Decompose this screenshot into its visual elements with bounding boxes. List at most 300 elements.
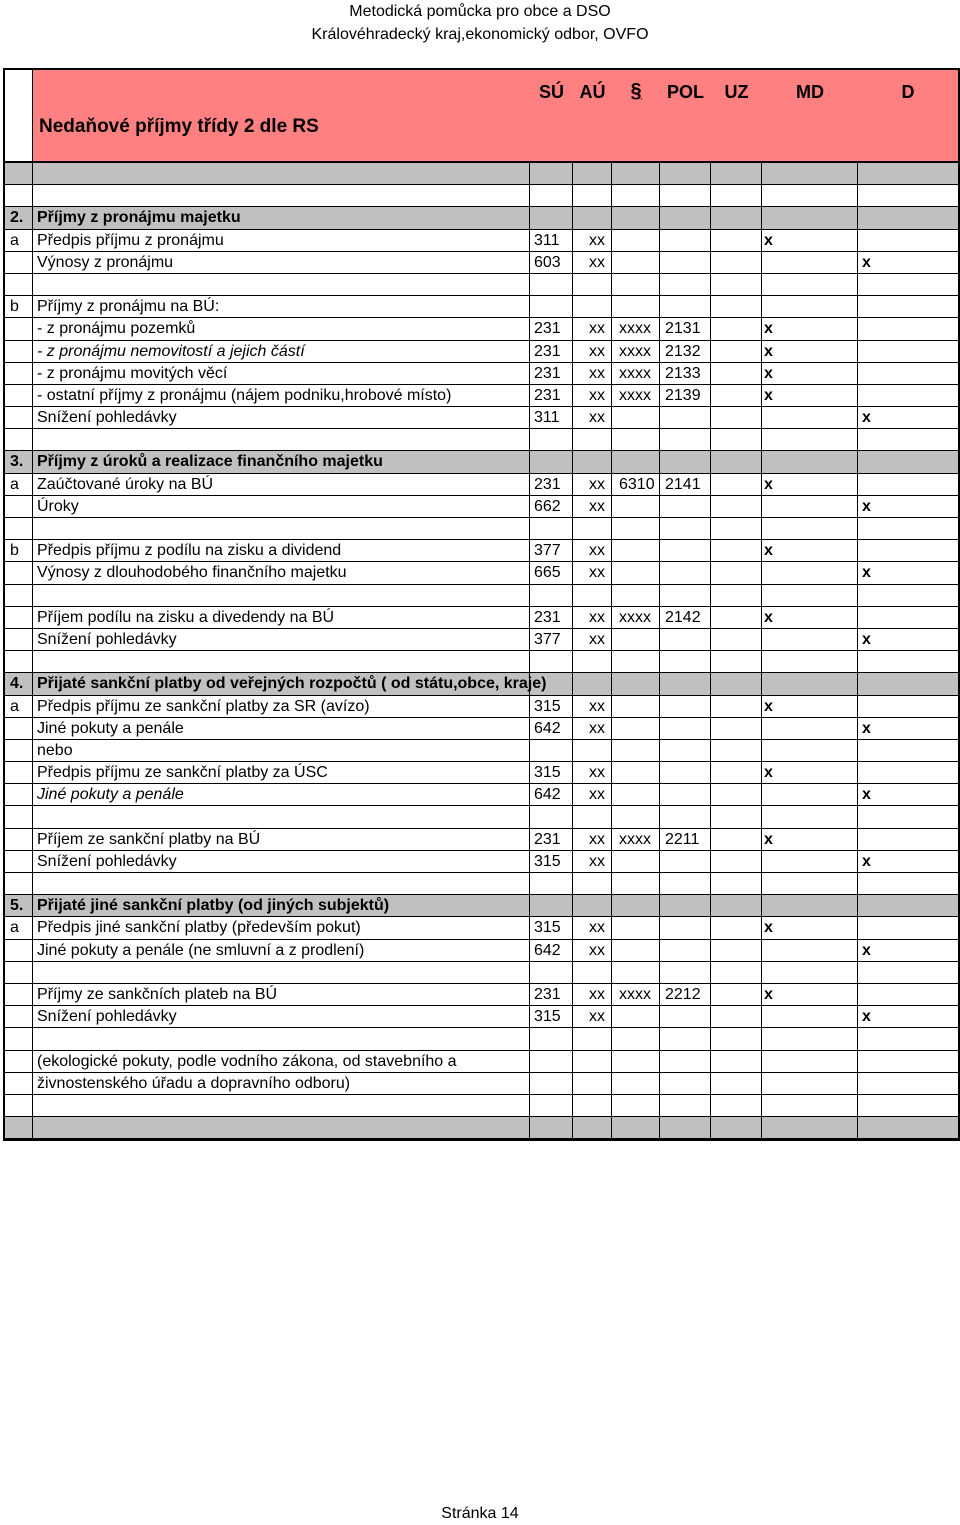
cell-uz (711, 917, 762, 938)
cell-su (530, 1073, 573, 1094)
column-header-au: AÚ (579, 82, 606, 102)
cell-md: x (762, 341, 858, 362)
cell-pol (660, 496, 711, 517)
cell-paragraph (612, 429, 660, 450)
row-number: a (5, 696, 33, 717)
cell-pol (660, 1051, 711, 1072)
row-text: Příjmy z úroků a realizace finančního majetku (33, 451, 530, 472)
row-text (33, 962, 530, 983)
cell-md (762, 784, 858, 805)
cell-d: x (862, 564, 871, 582)
table-row (5, 363, 958, 385)
cell-su: 231 (530, 363, 573, 384)
row-number (5, 252, 33, 273)
table-row (5, 318, 958, 340)
cell-d (858, 1095, 958, 1116)
cell-md (762, 274, 858, 295)
row-number (5, 1051, 33, 1072)
cell-md (762, 1051, 858, 1072)
cell-au (573, 429, 612, 450)
cell-su (530, 1028, 573, 1049)
table-row (5, 984, 958, 1006)
cell-md (762, 940, 858, 961)
cell-su: 231 (530, 829, 573, 850)
cell-au (573, 806, 612, 827)
cell-d (858, 829, 958, 850)
cell-pol: 2132 (660, 341, 711, 362)
cell-md: x (762, 607, 858, 628)
cell-pol (660, 230, 711, 251)
row-number (5, 718, 33, 739)
table-row (5, 474, 958, 496)
cell-paragraph (612, 562, 660, 583)
cell-su (530, 296, 573, 317)
cell-md (762, 673, 858, 694)
cell-au (573, 673, 612, 694)
cell-uz (711, 585, 762, 606)
row-text: Předpis příjmu z pronájmu (33, 230, 530, 251)
cell-pol: 2212 (660, 984, 711, 1005)
cell-su (530, 651, 573, 672)
cell-pol (660, 451, 711, 472)
cell-d (858, 318, 958, 339)
table-row (5, 696, 958, 718)
cell-d (858, 296, 958, 317)
cell-uz (711, 895, 762, 916)
cell-uz (711, 829, 762, 850)
cell-d (858, 1073, 958, 1094)
table-row (5, 230, 958, 252)
cell-su (530, 895, 573, 916)
cell-md (762, 585, 858, 606)
cell-paragraph (612, 629, 660, 650)
cell-su: 311 (530, 230, 573, 251)
cell-md (762, 185, 858, 206)
row-text: Snížení pohledávky (33, 1006, 530, 1027)
cell-su (530, 962, 573, 983)
cell-au: xx (573, 474, 612, 495)
cell-au: xx (573, 252, 612, 273)
cell-su (530, 873, 573, 894)
table-row (5, 629, 958, 651)
cell-d (858, 1028, 958, 1049)
row-text: Příjem ze sankční platby na BÚ (33, 829, 530, 850)
table-row (5, 607, 958, 629)
cell-au (573, 163, 612, 184)
cell-uz (711, 163, 762, 184)
cell-uz (711, 806, 762, 827)
cell-d (858, 873, 958, 894)
cell-d (858, 429, 958, 450)
row-number (5, 363, 33, 384)
cell-md: x (762, 984, 858, 1005)
row-text: - z pronájmu nemovitostí a jejich částí (33, 341, 530, 362)
row-text: Přijaté jiné sankční platby (od jiných subjektů) (33, 895, 530, 916)
section-header-row (5, 895, 958, 917)
row-number (5, 651, 33, 672)
cell-su: 231 (530, 318, 573, 339)
cell-pol (660, 962, 711, 983)
row-number: 3. (5, 451, 33, 472)
cell-paragraph: xxxx (612, 363, 660, 384)
cell-au: xx (573, 496, 612, 517)
row-number (5, 1073, 33, 1094)
cell-md (762, 806, 858, 827)
cell-paragraph (612, 851, 660, 872)
cell-su: 231 (530, 341, 573, 362)
row-number (5, 740, 33, 761)
row-number (5, 318, 33, 339)
cell-pol: 2142 (660, 607, 711, 628)
row-text: - z pronájmu movitých věcí (33, 363, 530, 384)
cell-md: x (762, 385, 858, 406)
cell-paragraph (612, 917, 660, 938)
cell-paragraph (612, 1073, 660, 1094)
cell-md (762, 1073, 858, 1094)
cell-paragraph (612, 585, 660, 606)
cell-paragraph (612, 895, 660, 916)
cell-paragraph (612, 651, 660, 672)
cell-md (762, 296, 858, 317)
table-row (5, 829, 958, 851)
cell-pol (660, 718, 711, 739)
cell-uz (711, 651, 762, 672)
cell-au: xx (573, 1006, 612, 1027)
cell-su: 231 (530, 385, 573, 406)
cell-au (573, 1073, 612, 1094)
cell-pol (660, 851, 711, 872)
cell-su (530, 207, 573, 228)
cell-su (530, 185, 573, 206)
cell-pol (660, 651, 711, 672)
row-text (33, 274, 530, 295)
page-number: Stránka 14 (441, 1505, 519, 1522)
table-row (5, 274, 958, 296)
cell-d (858, 917, 958, 938)
cell-au: xx (573, 851, 612, 872)
cell-uz (711, 718, 762, 739)
cell-au: xx (573, 230, 612, 251)
cell-md (762, 1028, 858, 1049)
row-text (33, 1028, 530, 1049)
cell-au (573, 1117, 612, 1138)
cell-d (858, 962, 958, 983)
cell-pol (660, 585, 711, 606)
cell-uz (711, 762, 762, 783)
cell-paragraph (612, 718, 660, 739)
table-row (5, 1117, 958, 1139)
cell-pol (660, 673, 711, 694)
row-number (5, 496, 33, 517)
row-number (5, 385, 33, 406)
entries-table (3, 163, 960, 1141)
cell-d (858, 341, 958, 362)
cell-au (573, 274, 612, 295)
row-number: b (5, 296, 33, 317)
cell-d (858, 585, 958, 606)
cell-d: x (862, 941, 871, 959)
row-text: Příjmy z pronájmu majetku (33, 207, 530, 228)
cell-md: x (762, 696, 858, 717)
cell-d (858, 1051, 958, 1072)
row-number (5, 762, 33, 783)
cell-su: 642 (530, 718, 573, 739)
cell-uz (711, 673, 762, 694)
header-line-2: Královéhradecký kraj,ekonomický odbor, OVFO (311, 26, 649, 43)
cell-pol (660, 1006, 711, 1027)
cell-d (858, 540, 958, 561)
cell-d (858, 385, 958, 406)
cell-uz (711, 1051, 762, 1072)
table-row (5, 718, 958, 740)
cell-au (573, 451, 612, 472)
cell-pol (660, 762, 711, 783)
cell-paragraph (612, 1117, 660, 1138)
cell-md (762, 252, 858, 273)
cell-md (762, 518, 858, 539)
row-text (33, 585, 530, 606)
cell-au: xx (573, 318, 612, 339)
row-number (5, 1006, 33, 1027)
cell-md: x (762, 230, 858, 251)
cell-su: 315 (530, 917, 573, 938)
table-row (5, 1073, 958, 1095)
cell-paragraph (612, 163, 660, 184)
cell-pol (660, 1028, 711, 1049)
cell-au: xx (573, 540, 612, 561)
cell-md (762, 895, 858, 916)
cell-d: x (862, 409, 871, 427)
cell-pol (660, 518, 711, 539)
cell-uz (711, 1117, 762, 1138)
cell-md (762, 873, 858, 894)
cell-au: xx (573, 629, 612, 650)
cell-au (573, 185, 612, 206)
cell-md: x (762, 762, 858, 783)
cell-uz (711, 407, 762, 428)
row-number (5, 940, 33, 961)
cell-md (762, 740, 858, 761)
cell-d (858, 230, 958, 251)
cell-su (530, 518, 573, 539)
row-text: Příjmy ze sankčních plateb na BÚ (33, 984, 530, 1005)
row-text: Předpis příjmu ze sankční platby za SR (avízo) (33, 696, 530, 717)
cell-paragraph (612, 296, 660, 317)
row-number (5, 585, 33, 606)
cell-paragraph: xxxx (612, 318, 660, 339)
cell-su: 603 (530, 252, 573, 273)
cell-pol: 2139 (660, 385, 711, 406)
cell-d (858, 518, 958, 539)
cell-su (530, 673, 573, 694)
cell-paragraph: xxxx (612, 829, 660, 850)
cell-d (858, 740, 958, 761)
cell-d (858, 185, 958, 206)
column-header-uz: UZ (724, 82, 749, 102)
cell-pol: 2131 (660, 318, 711, 339)
cell-uz (711, 274, 762, 295)
cell-md (762, 962, 858, 983)
cell-d (858, 762, 958, 783)
row-number (5, 873, 33, 894)
row-number (5, 163, 33, 184)
cell-pol (660, 1095, 711, 1116)
cell-pol (660, 806, 711, 827)
cell-pol (660, 873, 711, 894)
cell-d (858, 163, 958, 184)
cell-uz (711, 341, 762, 362)
cell-pol (660, 895, 711, 916)
table-row (5, 540, 958, 562)
cell-au (573, 1095, 612, 1116)
cell-uz (711, 496, 762, 517)
column-header-pol: POL (666, 82, 704, 102)
table-row (5, 873, 958, 895)
cell-su: 642 (530, 784, 573, 805)
cell-pol (660, 629, 711, 650)
row-text: Úroky (33, 496, 530, 517)
cell-d: x (862, 786, 871, 804)
cell-md: x (762, 540, 858, 561)
row-number (5, 962, 33, 983)
cell-pol (660, 562, 711, 583)
table-row (5, 341, 958, 363)
row-text: Snížení pohledávky (33, 851, 530, 872)
cell-su: 231 (530, 474, 573, 495)
table-row (5, 163, 958, 185)
header-line-1: Metodická pomůcka pro obce a DSO (349, 3, 611, 20)
row-text: Výnosy z pronájmu (33, 252, 530, 273)
cell-d (858, 451, 958, 472)
cell-d (858, 696, 958, 717)
cell-d: x (862, 630, 871, 648)
cell-au (573, 895, 612, 916)
cell-su: 311 (530, 407, 573, 428)
row-text: Jiné pokuty a penále (33, 718, 530, 739)
table-row (5, 496, 958, 518)
row-number (5, 984, 33, 1005)
cell-au: xx (573, 407, 612, 428)
row-number (5, 274, 33, 295)
cell-au (573, 518, 612, 539)
cell-uz (711, 363, 762, 384)
cell-pol: 2141 (660, 474, 711, 495)
cell-su (530, 806, 573, 827)
section-header-row (5, 207, 958, 229)
cell-uz (711, 851, 762, 872)
row-number (5, 185, 33, 206)
row-number (5, 562, 33, 583)
row-text: Příjmy z pronájmu na BÚ: (33, 296, 530, 317)
cell-md (762, 851, 858, 872)
column-header-md: MD (796, 82, 824, 102)
cell-uz (711, 696, 762, 717)
cell-paragraph (612, 451, 660, 472)
cell-paragraph (612, 762, 660, 783)
sheet-title: Nedaňové příjmy třídy 2 dle RS (39, 116, 319, 137)
row-text: Jiné pokuty a penále (33, 784, 530, 805)
document-header (0, 0, 960, 46)
row-text: - ostatní příjmy z pronájmu (nájem podniku,hrobové místo) (33, 385, 530, 406)
cell-au: xx (573, 696, 612, 717)
table-row (5, 252, 958, 274)
cell-md (762, 163, 858, 184)
cell-su: 315 (530, 851, 573, 872)
row-number: a (5, 474, 33, 495)
table-row (5, 962, 958, 984)
cell-su (530, 740, 573, 761)
cell-md: x (762, 318, 858, 339)
cell-paragraph: xxxx (612, 385, 660, 406)
cell-uz (711, 1006, 762, 1027)
cell-md: x (762, 829, 858, 850)
cell-paragraph (612, 673, 660, 694)
column-header-su: SÚ (538, 82, 564, 102)
row-text (33, 1117, 530, 1138)
cell-uz (711, 318, 762, 339)
cell-pol (660, 740, 711, 761)
row-text (33, 651, 530, 672)
cell-d (858, 651, 958, 672)
cell-su (530, 163, 573, 184)
cell-paragraph (612, 1028, 660, 1049)
cell-au (573, 296, 612, 317)
cell-pol (660, 207, 711, 228)
table-row (5, 1095, 958, 1117)
row-text (33, 163, 530, 184)
cell-paragraph (612, 940, 660, 961)
cell-paragraph (612, 252, 660, 273)
cell-md (762, 1095, 858, 1116)
row-number (5, 1117, 33, 1138)
cell-md (762, 429, 858, 450)
row-number: 4. (5, 673, 33, 694)
table-row (5, 806, 958, 828)
row-text (33, 518, 530, 539)
cell-uz (711, 1095, 762, 1116)
row-number (5, 784, 33, 805)
cell-su: 377 (530, 540, 573, 561)
cell-au (573, 1051, 612, 1072)
cell-uz (711, 451, 762, 472)
cell-pol (660, 1073, 711, 1094)
cell-uz (711, 984, 762, 1005)
cell-au: xx (573, 385, 612, 406)
title-header (33, 70, 958, 161)
cell-su: 315 (530, 762, 573, 783)
cell-su (530, 1117, 573, 1138)
cell-d (858, 474, 958, 495)
cell-d (858, 984, 958, 1005)
cell-su: 662 (530, 496, 573, 517)
cell-su: 231 (530, 607, 573, 628)
cell-su (530, 429, 573, 450)
row-text: - z pronájmu pozemků (33, 318, 530, 339)
row-number (5, 607, 33, 628)
row-number: 2. (5, 207, 33, 228)
cell-paragraph (612, 784, 660, 805)
cell-uz (711, 540, 762, 561)
row-text (33, 429, 530, 450)
cell-pol (660, 274, 711, 295)
cell-d (858, 895, 958, 916)
cell-pol (660, 252, 711, 273)
table-row (5, 1051, 958, 1073)
row-text: Předpis příjmu z podílu na zisku a dividend (33, 540, 530, 561)
row-text: Snížení pohledávky (33, 407, 530, 428)
cell-uz (711, 518, 762, 539)
title-gutter (5, 70, 33, 161)
